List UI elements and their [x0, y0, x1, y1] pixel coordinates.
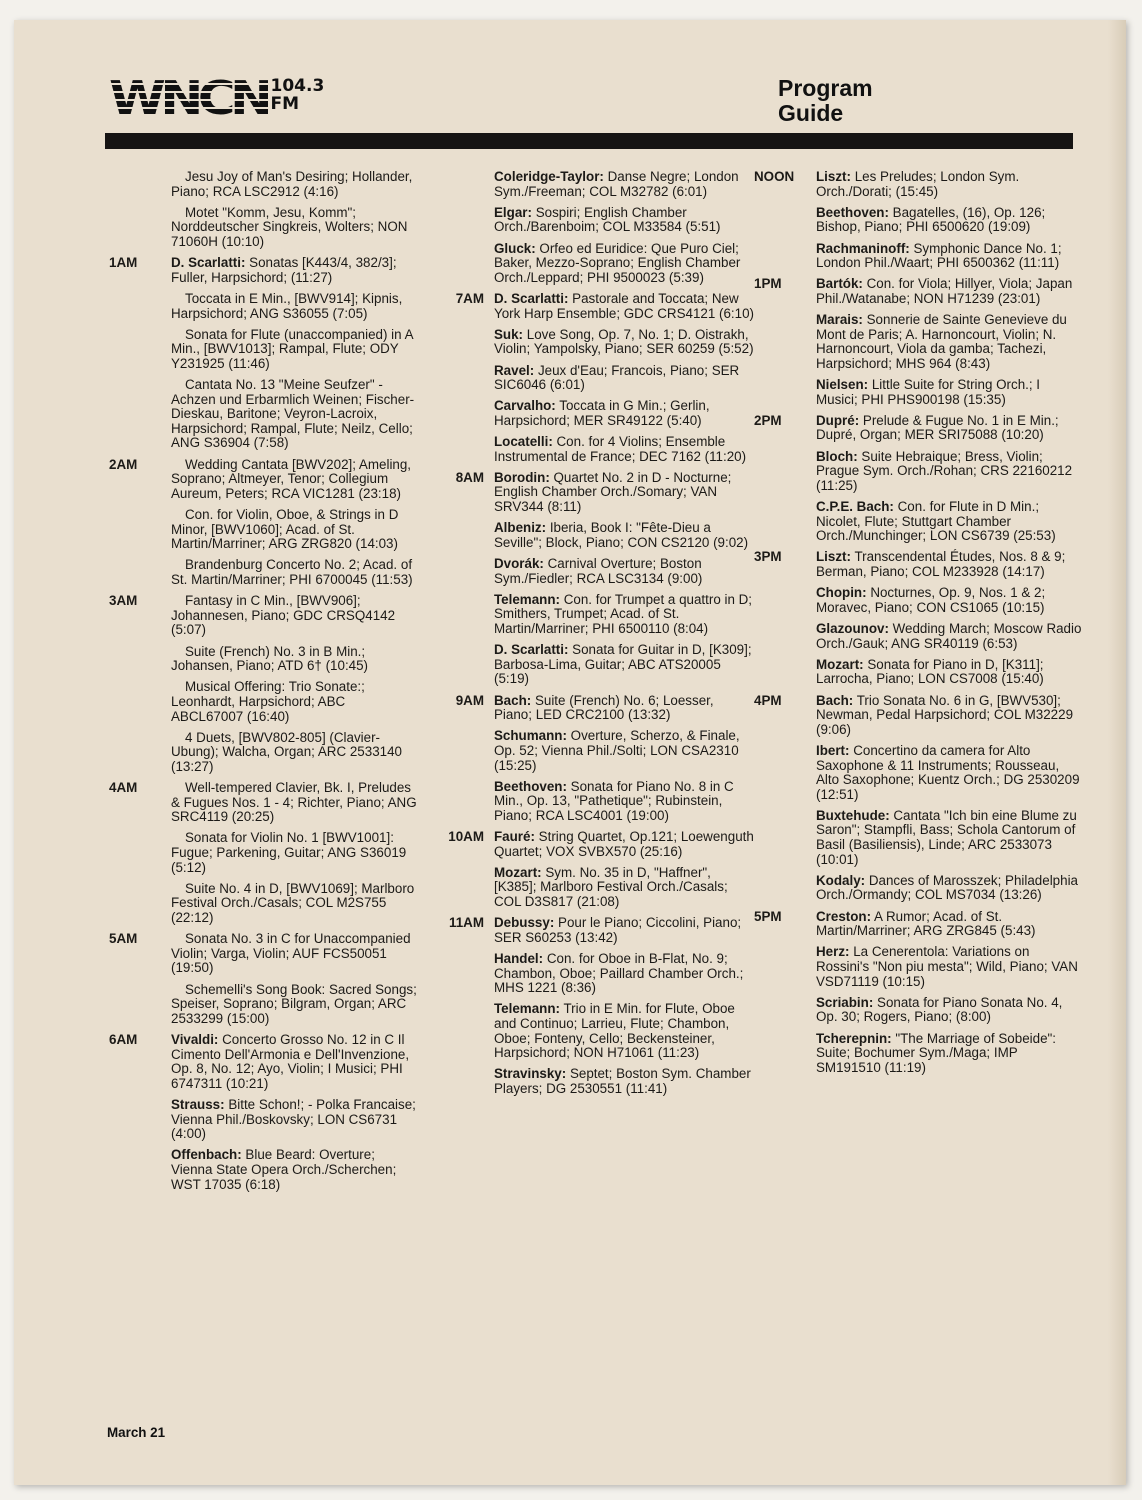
program-entry [754, 1032, 1084, 1076]
program-entry [754, 586, 1084, 615]
composer-name: Kodaly: [816, 872, 866, 888]
program-entry [109, 508, 419, 552]
composer-name: Offenbach: [171, 1147, 242, 1163]
composer-name: Beethoven: [494, 778, 567, 794]
composer-name: Debussy: [494, 915, 555, 931]
program-entry [432, 170, 755, 199]
program-details: "The Marriage of Sobeide": Suite; Bochumer Sym./Maga; IMP SM191510 (11:19) [816, 1030, 1056, 1075]
program-entry [754, 694, 1084, 738]
program-details: Danse Negre; London Sym./Freeman; COL M32782 (6:01) [494, 169, 739, 199]
program-description [816, 242, 1084, 271]
program-entry [109, 645, 419, 674]
program-details: Con. for 4 Violins; Ensemble Instrumental de France; DEC 7162 (11:20) [494, 434, 747, 464]
program-entry [432, 1067, 755, 1096]
program-entry [109, 170, 419, 199]
program-description [494, 399, 755, 428]
magazine-page [14, 20, 1126, 1485]
composer-name: Rachmaninoff: [816, 240, 910, 256]
program-description [494, 780, 755, 824]
composer-name: Bach: [816, 692, 854, 708]
program-entry [754, 450, 1084, 494]
logo-frequency [271, 77, 325, 113]
composer-name: D. Scarlatti: [171, 255, 246, 271]
program-description [816, 910, 1084, 939]
logo-band: FM [270, 94, 300, 114]
time-slot-label: 1AM [109, 255, 138, 271]
program-entry [432, 364, 755, 393]
program-entry [109, 458, 419, 502]
logo-letters: WNCN [109, 71, 268, 125]
program-entry [109, 256, 419, 285]
program-description [171, 1098, 419, 1142]
program-description [494, 435, 755, 464]
program-description [816, 622, 1084, 651]
program-entry [754, 622, 1084, 651]
composer-name: Stravinsky: [494, 1066, 567, 1082]
time-slot-label: 3PM [754, 549, 782, 565]
program-entry [754, 313, 1084, 371]
program-details: 4 Duets, [BWV802-805] (Clavier-Ubung); Walcha, Organ; ARC 2533140 (13:27) [171, 729, 402, 774]
program-description [171, 378, 419, 451]
composer-name: Bartók: [816, 276, 863, 292]
program-description [816, 874, 1084, 903]
program-entry [432, 328, 755, 357]
program-description [171, 256, 419, 285]
program-description [816, 500, 1084, 544]
program-entry [109, 1148, 419, 1192]
composer-name: Borodin: [494, 469, 550, 485]
program-description [816, 378, 1084, 407]
program-description [494, 830, 755, 859]
program-details: Suite Hebraique; Bress, Violin; Prague Sym. Orch./Rohan; CRS 22160212 (11:25) [816, 448, 1073, 493]
program-details: Sonata for Violin No. 1 [BWV1001]: Fugue; Parkening, Guitar; ANG S36019 (5:12) [171, 830, 407, 875]
time-slot-label: 4PM [754, 692, 782, 708]
program-details: Trio in E Min. for Flute, Oboe and Continuo; Larrieu, Flute; Chambon, Oboe; Fonteny, Cello; Beckensteiner, Harpsichord; NON H71061 (11:23) [494, 1001, 735, 1061]
composer-name: Bloch: [816, 448, 858, 464]
program-description [171, 1033, 419, 1091]
program-entry [754, 550, 1084, 579]
program-entry [432, 952, 755, 996]
composer-name: Ravel: [494, 362, 535, 378]
program-details: Concerto Grosso No. 12 in C Il Cimento Dell'Armonia e Dell'Invenzione, Op. 8, No. 12; Ayo, Violin; I Musici; PHI 6747311 (10:21) [171, 1031, 410, 1091]
program-details: Wedding Cantata [BWV202]; Ameling, Soprano; Altmeyer, Tenor; Collegium Aureum, Peters; RCA VIC1281 (23:18) [171, 456, 412, 501]
composer-name: Mozart: [816, 656, 864, 672]
program-description [171, 680, 419, 724]
time-slot-label: 5AM [109, 931, 138, 947]
program-description [816, 450, 1084, 494]
program-details: Musical Offering: Trio Sonate:; Leonhardt, Harpsichord; ABC ABCL67007 (16:40) [171, 679, 365, 724]
program-details: Sonata for Guitar in D, [K309]; Barbosa-Lima, Guitar; ABC ATS20005 (5:19) [494, 642, 752, 687]
header-rule [105, 133, 1073, 149]
composer-name: Marais: [816, 312, 863, 328]
composer-name: Scriabin: [816, 994, 874, 1010]
composer-name: D. Scarlatti: [494, 290, 569, 306]
program-description [171, 645, 419, 674]
time-slot-label: 6AM [109, 1031, 138, 1047]
program-description [171, 1148, 419, 1192]
composer-name: Albeniz: [494, 520, 547, 536]
time-slot-label: 2PM [754, 412, 782, 428]
program-details: Con. for Violin, Oboe, & Strings in D Minor, [BWV1060]; Acad. of St. Martin/Marriner; ARG ZRG820 (14:03) [171, 507, 399, 552]
issue-date: March 21 [107, 1425, 166, 1440]
composer-name: Vivaldi: [171, 1031, 219, 1047]
program-details: Suite (French) No. 6; Loesser, Piano; LED CRC2100 (13:32) [494, 692, 714, 723]
composer-name: Liszt: [816, 169, 851, 184]
time-slot-label: 9AM [455, 692, 484, 708]
composer-name: Fauré: [494, 829, 535, 845]
composer-name: Liszt: [816, 549, 851, 565]
program-details: Sonnerie de Sainte Genevieve du Mont de Paris; A. Harnoncourt, Violin; N. Harnoncourt, Viola da gamba; Tachezi, Harpsichord; MHS 964 (8:43) [816, 312, 1067, 371]
program-details: Toccata in G Min.; Gerlin, Harpsichord; MER SR49122 (5:40) [494, 398, 710, 428]
composer-name: Strauss: [171, 1096, 225, 1112]
program-entry [754, 277, 1084, 306]
program-details: Little Suite for String Orch.; I Musici; PHI PHS900198 (15:35) [816, 377, 1041, 407]
page-title [778, 76, 873, 126]
program-entry [109, 932, 419, 976]
program-details: Prelude & Fugue No. 1 in E Min.; Dupré, Organ; MER SRI75088 (10:20) [816, 412, 1059, 443]
program-details: Symphonic Dance No. 1; London Phil./Waart; PHI 6500362 (11:11) [816, 240, 1062, 271]
program-details: Jeux d'Eau; Francois, Piano; SER SIC6046 (6:01) [494, 362, 740, 393]
program-entry [432, 471, 755, 515]
schedule-column-2 [432, 170, 755, 1103]
program-entry [432, 242, 755, 286]
program-details: Cantata "Ich bin eine Blume zu Saron"; Stampfli, Bass; Schola Cantorum of Basil (Basiliensis), Linde; ARC 2533073 (10:01) [816, 807, 1077, 867]
composer-name: Carvalho: [494, 398, 556, 414]
program-description [171, 983, 419, 1027]
composer-name: Ibert: [816, 742, 850, 758]
composer-name: Bach: [494, 692, 532, 708]
program-details: Sonata No. 3 in C for Unaccompanied Violin; Varga, Violin; AUF FCS50051 (19:50) [171, 931, 411, 976]
program-entry [109, 292, 419, 321]
program-description [494, 557, 755, 586]
program-entry [109, 680, 419, 724]
program-description [816, 694, 1084, 738]
program-description [816, 1032, 1084, 1076]
program-description [816, 945, 1084, 989]
program-description [171, 932, 419, 976]
program-description [494, 729, 755, 773]
program-description [816, 550, 1084, 579]
program-entry [109, 328, 419, 372]
time-slot-label: 2AM [109, 456, 138, 472]
program-details: Con. for Flute in D Min.; Nicolet, Flute; Stuttgart Chamber Orch./Munchinger; LON CS6739 (25:53) [816, 499, 1056, 544]
program-description [494, 328, 755, 357]
program-details: Wedding March; Moscow Radio Orch./Gauk; ANG SR40119 (6:53) [816, 620, 1082, 651]
program-description [171, 558, 419, 587]
time-slot-label: NOON [754, 169, 795, 184]
program-description [816, 658, 1084, 687]
program-entry [754, 242, 1084, 271]
program-details: Motet "Komm, Jesu, Komm"; Norddeutscher Singkreis, Wolters; NON 71060H (10:10) [171, 204, 408, 249]
program-details: Blue Beard: Overture; Vienna State Opera Orch./Scherchen; WST 17035 (6:18) [171, 1147, 397, 1192]
composer-name: Buxtehude: [816, 807, 890, 823]
program-entry [432, 643, 755, 687]
program-description [816, 277, 1084, 306]
program-description [494, 694, 755, 723]
program-entry [432, 557, 755, 586]
program-entry [432, 521, 755, 550]
program-entry [432, 206, 755, 235]
time-slot-label: 11AM [449, 915, 484, 931]
program-details: Fantasy in C Min., [BWV906]; Johannesen, Piano; GDC CRSQ4142 (5:07) [171, 593, 396, 638]
program-description [171, 458, 419, 502]
program-details: Suite (French) No. 3 in B Min.; Johansen, Piano; ATD 6† (10:45) [171, 643, 369, 674]
program-details: Jesu Joy of Man's Desiring; Hollander, Piano; RCA LSC2912 (4:16) [171, 169, 413, 199]
program-description [816, 586, 1084, 615]
composer-name: Tcherepnin: [816, 1030, 892, 1046]
program-entry [109, 378, 419, 451]
program-details: Pastorale and Toccata; New York Harp Ensemble; GDC CRS4121 (6:10) [494, 290, 754, 321]
program-details: Orfeo ed Euridice: Que Puro Ciel; Baker, Mezzo-Soprano; English Chamber Orch./Leppard; PHI 9500023 (5:39) [494, 240, 741, 285]
program-details: Septet; Boston Sym. Chamber Players; DG 2530551 (11:41) [494, 1066, 751, 1096]
composer-name: Locatelli: [494, 434, 553, 450]
program-description [494, 916, 755, 945]
program-entry [754, 658, 1084, 687]
program-description [171, 781, 419, 825]
page-title-line1: Program [778, 75, 873, 101]
composer-name: Schumann: [494, 728, 567, 744]
program-entry [109, 882, 419, 926]
program-details: Sonata for Piano Sonata No. 4, Op. 30; Rogers, Piano; (8:00) [816, 994, 1063, 1025]
program-details: Pour le Piano; Ciccolini, Piano; SER S60253 (13:42) [494, 915, 742, 945]
program-entry [109, 558, 419, 587]
program-entry [432, 1002, 755, 1060]
program-details: Iberia, Book I: "Fête-Dieu a Seville"; Block, Piano; CON CS2120 (9:02) [494, 520, 749, 550]
program-description [816, 313, 1084, 371]
program-description [494, 471, 755, 515]
program-description [816, 170, 1084, 199]
program-description [494, 170, 755, 199]
program-entry [754, 206, 1084, 235]
program-description [494, 952, 755, 996]
program-details: Sonata for Piano No. 8 in C Min., Op. 13, "Pathetique"; Rubinstein, Piano; RCA LSC4001 (19:00) [494, 778, 734, 823]
program-entry [754, 809, 1084, 867]
program-description [494, 866, 755, 910]
program-description [494, 1067, 755, 1096]
program-details: La Cenerentola: Variations on Rossini's "Non piu mesta"; Wild, Piano; VAN VSD71119 (10:15) [816, 944, 1078, 989]
composer-name: Gluck: [494, 240, 536, 256]
program-details: Les Preludes; London Sym. Orch./Dorati; (15:45) [816, 169, 1020, 199]
composer-name: Telemann: [494, 591, 560, 607]
program-details: Dances of Marosszek; Philadelphia Orch./Ormandy; COL MS7034 (13:26) [816, 872, 1078, 903]
program-entry [754, 996, 1084, 1025]
program-details: Cantata No. 13 "Meine Seufzer" - Achzen und Erbarmlich Weinen; Fischer-Dieskau, Baritone; Veyron-Lacroix, Harpsichord; Rampal, Flute; Neilz, Cello; ANG S36904 (7:58) [171, 377, 415, 451]
program-entry [109, 781, 419, 825]
station-logo [109, 71, 325, 125]
program-description [816, 996, 1084, 1025]
composer-name: Creston: [816, 908, 872, 924]
time-slot-label: 5PM [754, 908, 782, 924]
composer-name: Chopin: [816, 585, 867, 601]
composer-name: Dupré: [816, 412, 860, 428]
program-details: String Quartet, Op.121; Loewenguth Quartet; VOX SVBX570 (25:16) [494, 829, 754, 859]
program-details: Sospiri; English Chamber Orch./Barenboim; COL M33584 (5:51) [494, 204, 721, 235]
program-description [171, 731, 419, 775]
composer-name: Telemann: [494, 1001, 560, 1017]
composer-name: D. Scarlatti: [494, 642, 569, 658]
time-slot-label: 10AM [448, 829, 484, 845]
program-entry [109, 1098, 419, 1142]
program-entry [754, 170, 1084, 199]
program-details: Brandenburg Concerto No. 2; Acad. of St. Martin/Marriner; PHI 6700045 (11:53) [171, 557, 413, 587]
program-details: Bagatelles, (16), Op. 126; Bishop, Piano; PHI 6500620 (19:09) [816, 204, 1046, 235]
time-slot-label: 7AM [455, 290, 484, 306]
program-description [494, 1002, 755, 1060]
program-details: Trio Sonata No. 6 in G, [BWV530]; Newman, Pedal Harpsichord; COL M32229 (9:06) [816, 692, 1074, 737]
program-description [816, 414, 1084, 443]
program-description [171, 328, 419, 372]
program-description [171, 831, 419, 875]
program-entry [432, 866, 755, 910]
program-details: Nocturnes, Op. 9, Nos. 1 & 2; Moravec, Piano; CON CS1065 (10:15) [816, 585, 1046, 615]
schedule-column-1 [109, 170, 419, 1199]
composer-name: Nielsen: [816, 377, 869, 393]
composer-name: C.P.E. Bach: [816, 499, 894, 515]
program-description [494, 206, 755, 235]
time-slot-label: 3AM [109, 593, 138, 609]
program-details: Carnival Overture; Boston Sym./Fiedler; RCA LSC3134 (9:00) [494, 556, 703, 586]
program-details: Con. for Trumpet a quattro in D; Smithers, Trumpet; Acad. of St. Martin/Marriner; PHI 6500110 (8:04) [494, 591, 753, 636]
program-details: Well-tempered Clavier, Bk. I, Preludes & Fugues Nos. 1 - 4; Richter, Piano; ANG SRC4119 (20:25) [171, 780, 417, 825]
program-description [494, 242, 755, 286]
program-entry [432, 593, 755, 637]
program-details: Sonata for Piano in D, [K311]; Larrocha, Piano; LON CS7008 (15:40) [816, 656, 1044, 687]
program-entry [754, 414, 1084, 443]
composer-name: Coleridge-Taylor: [494, 169, 604, 184]
program-description [494, 364, 755, 393]
program-description [171, 508, 419, 552]
program-entry [432, 399, 755, 428]
composer-name: Herz: [816, 944, 850, 960]
program-details: Transcendental Études, Nos. 8 & 9; Berman, Piano; COL M233928 (14:17) [816, 549, 1066, 579]
composer-name: Glazounov: [816, 620, 889, 636]
program-details: Bitte Schon!; - Polka Francaise; Vienna Phil./Boskovsky; LON CS6731 (4:00) [171, 1096, 416, 1142]
composer-name: Dvorák: [494, 556, 544, 571]
program-details: Concertino da camera for Alto Saxophone & 11 Instruments; Rousseau, Alto Saxophone; Kuentz Orch.; DG 2530209 (12:51) [816, 742, 1080, 802]
program-entry [432, 292, 755, 321]
page-spine [1108, 20, 1126, 1485]
time-slot-label: 4AM [109, 780, 138, 796]
program-description [171, 206, 419, 250]
program-details: Sonata for Flute (unaccompanied) in A Min., [BWV1013]; Rampal, Flute; ODY Y231925 (11:46) [171, 326, 413, 371]
program-entry [109, 594, 419, 638]
program-details: Con. for Viola; Hillyer, Viola; Japan Phil./Watanabe; NON H71239 (23:01) [816, 276, 1073, 306]
program-description [171, 170, 419, 199]
composer-name: Mozart: [494, 864, 542, 880]
program-description [171, 292, 419, 321]
program-entry [754, 910, 1084, 939]
program-details: A Rumor; Acad. of St. Martin/Marriner; ARG ZRG845 (5:43) [816, 908, 1036, 939]
program-description [816, 809, 1084, 867]
program-entry [432, 830, 755, 859]
program-description [494, 521, 755, 550]
program-details: Suite No. 4 in D, [BWV1069]; Marlboro Festival Orch./Casals; COL M2S755 (22:12) [171, 880, 415, 926]
program-entry [754, 744, 1084, 802]
program-entry [109, 1033, 419, 1091]
program-entry [432, 729, 755, 773]
program-entry [432, 694, 755, 723]
program-entry [109, 206, 419, 250]
program-details: Quartet No. 2 in D - Nocturne; English Chamber Orch./Somary; VAN SRV344 (8:11) [494, 469, 732, 515]
composer-name: Beethoven: [816, 204, 889, 220]
program-entry [754, 500, 1084, 544]
program-details: Toccata in E Min., [BWV914]; Kipnis, Harpsichord; ANG S36055 (7:05) [171, 290, 403, 321]
composer-name: Handel: [494, 951, 544, 966]
program-description [816, 206, 1084, 235]
program-details: Overture, Scherzo, & Finale, Op. 52; Vienna Phil./Solti; LON CSA2310 (15:25) [494, 728, 740, 773]
page-title-line2: Guide [778, 100, 844, 126]
program-description [816, 744, 1084, 802]
program-entry [432, 780, 755, 824]
program-details: Love Song, Op. 7, No. 1; D. Oistrakh, Violin; Yampolsky, Piano; SER 60259 (5:52) [494, 326, 754, 357]
program-description [494, 593, 755, 637]
composer-name: Suk: [494, 326, 524, 342]
program-details: Con. for Oboe in B-Flat, No. 9; Chambon, Oboe; Paillard Chamber Orch.; MHS 1221 (8:36) [494, 951, 744, 996]
schedule-column-3 [754, 170, 1084, 1082]
program-entry [754, 945, 1084, 989]
time-slot-label: 8AM [455, 469, 484, 485]
program-details: Schemelli's Song Book: Sacred Songs; Speiser, Soprano; Bilgram, Organ; ARC 2533299 (15:00) [171, 981, 417, 1026]
program-description [494, 643, 755, 687]
program-entry [754, 378, 1084, 407]
program-description [171, 594, 419, 638]
program-details: Sym. No. 35 in D, "Haffner", [K385]; Marlboro Festival Orch./Casals; COL D3S817 (21:08) [494, 864, 728, 910]
program-entry [432, 916, 755, 945]
program-entry [432, 435, 755, 464]
time-slot-label: 1PM [754, 276, 782, 292]
program-details: Sonatas [K443/4, 382/3]; Fuller, Harpsichord; (11:27) [171, 255, 397, 285]
program-entry [109, 831, 419, 875]
program-entry [109, 983, 419, 1027]
program-entry [109, 731, 419, 775]
program-description [171, 882, 419, 926]
program-entry [754, 874, 1084, 903]
composer-name: Elgar: [494, 204, 532, 220]
logo-frequency-number: 104.3 [270, 76, 325, 96]
program-description [494, 292, 755, 321]
